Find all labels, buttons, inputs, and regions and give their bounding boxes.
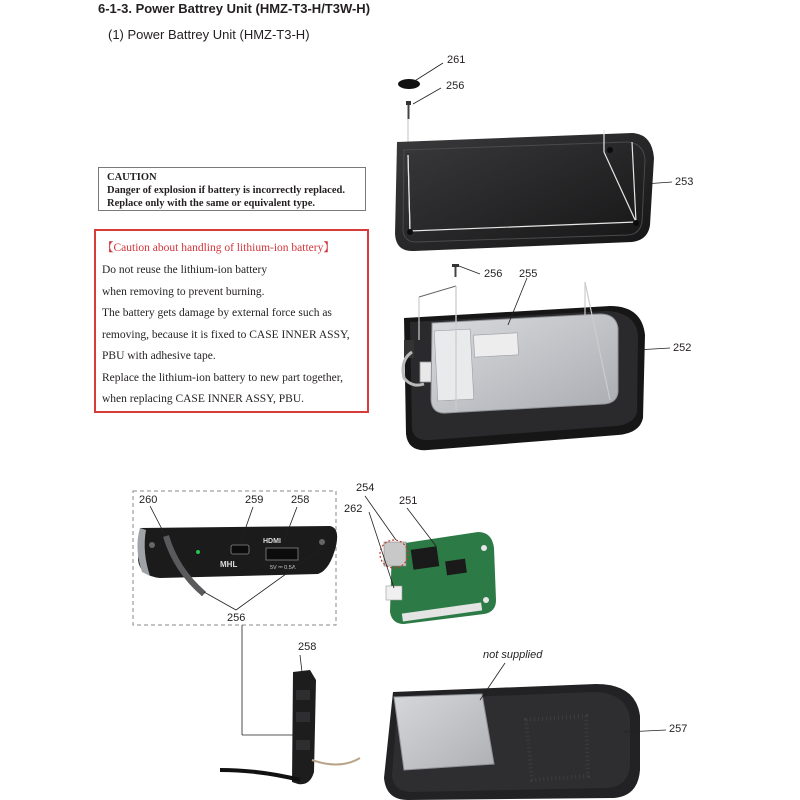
caution-line-1: Danger of explosion if battery is incorrectly replaced.: [107, 185, 345, 196]
part-256-screw-mid: [452, 264, 459, 277]
part-251-pcb: [384, 532, 496, 624]
lithium-caution-line: removing, because it is fixed to CASE INNER ASSY,: [102, 328, 350, 341]
section-title: 6-1-3. Power Battrey Unit (HMZ-T3-H/T3W-H): [98, 1, 371, 16]
callout-262: 262: [344, 503, 363, 515]
lithium-caution-heading: 【Caution about handling of lithium-ion battery】: [102, 242, 335, 254]
callout-256: 256: [484, 268, 503, 280]
lithium-caution-line: The battery gets damage by external force such as: [102, 307, 332, 319]
not-supplied-note: not supplied: [483, 649, 543, 661]
subsection-title: (1) Power Battrey Unit (HMZ-T3-H): [108, 27, 310, 42]
callout-254: 254: [356, 482, 375, 494]
callout-261: 261: [447, 54, 466, 66]
not-supplied-plate: [394, 694, 494, 770]
lithium-caution-line: Do not reuse the lithium-ion battery: [102, 264, 268, 276]
rating-label: 5V ⎓ 0.5A: [270, 565, 296, 571]
lithium-caution-line: when removing to prevent burning.: [102, 285, 265, 298]
callout-260: 260: [139, 494, 158, 506]
callout-255: 255: [519, 268, 538, 280]
mhl-label: MHL: [220, 560, 238, 569]
part-261-cap: [398, 79, 420, 89]
part-258-bracket: [220, 670, 360, 784]
callout-256: 256: [227, 612, 246, 624]
caution-line-2: Replace only with the same or equivalent type.: [107, 198, 316, 209]
callout-258: 258: [291, 494, 310, 506]
callout-256: 256: [446, 80, 465, 92]
part-253-case-lid: [395, 130, 654, 251]
lithium-caution-line: PBU with adhesive tape.: [102, 350, 216, 362]
part-256-screw-top: [406, 101, 411, 119]
callout-253: 253: [675, 176, 694, 188]
part-255-lithium-battery: [431, 314, 618, 413]
lithium-caution-line: Replace the lithium-ion battery to new part together,: [102, 371, 343, 384]
caution-heading: CAUTION: [107, 172, 157, 183]
callout-258: 258: [298, 641, 317, 653]
lithium-caution-line: when replacing CASE INNER ASSY, PBU.: [102, 393, 305, 405]
hdmi-label: HDMI: [263, 538, 281, 545]
callout-251: 251: [399, 495, 418, 507]
callout-252: 252: [673, 342, 692, 354]
callout-257: 257: [669, 723, 688, 735]
callout-259: 259: [245, 494, 264, 506]
